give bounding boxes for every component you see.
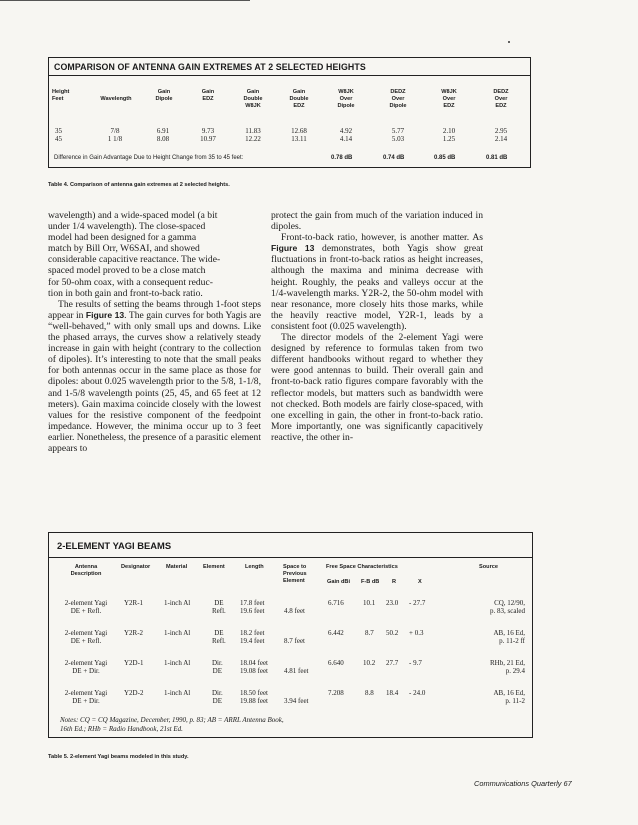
t5-row2-length: 18.2 feet 19.4 feet bbox=[240, 629, 265, 645]
t4-header-gain-dipole: Gain Dipole bbox=[155, 89, 173, 102]
right-column bbox=[271, 210, 483, 443]
t4-difference-dedz-dipole: 0.74 dB bbox=[383, 155, 405, 161]
t4-cell-gain-double-edz: 12.68 13.11 bbox=[291, 127, 307, 143]
t5-row3-designator: Y2D-1 bbox=[124, 659, 144, 667]
t5-row2-material: 1-inch Al bbox=[164, 629, 191, 637]
left-paragraph-2: The results of setting the beams through 1-foot steps appear in Figure 13. The gain curves for both Yagis are “well-behaved,” with only small ups and downs. Like the phased arrays, the curves show a relatively steady increase in gain with height (contrary to the collection of dipoles). It’s interesting to note that the small peaks for both antennas occur in the same place as those for dipoles: about 0.025 wavelength prior to the 5/8, 1-1/8, and 1-5/8 wavelength points (25, 45, and 65 feet at 12 meters). Gain maxima coincide closely with the lowest values for the resistive component of the feedpoint impedance. However, the minima occur up to 3 feet earlier. Nonetheless, the presence of a parasitic element appears to bbox=[48, 298, 261, 454]
scan-speck bbox=[508, 41, 510, 43]
t5-row1-r: 23.0 bbox=[386, 599, 399, 607]
t5-row1-description: 2-element Yagi DE + Refl. bbox=[64, 599, 108, 615]
t5-row2-source: AB, 16 Ed, p. 11-2 ff bbox=[493, 629, 525, 645]
page-footer: Communications Quarterly 67 bbox=[474, 779, 572, 788]
t4-difference-dedz-edz: 0.81 dB bbox=[486, 155, 508, 161]
t4-cell-dedz-over-dipole: 5.77 5.03 bbox=[391, 127, 405, 143]
table-5-title-rule bbox=[49, 557, 532, 558]
t4-cell-dedz-over-edz: 2.95 2.14 bbox=[494, 127, 508, 143]
t5-header-source: Source bbox=[479, 564, 498, 570]
t5-row4-length: 18.50 feet 19.88 feet bbox=[240, 689, 268, 705]
t5-header-fb: F-B dB bbox=[361, 579, 380, 585]
t5-row1-element: DE Refl. bbox=[212, 599, 226, 615]
t4-header-wavelength: Wavelength bbox=[100, 96, 132, 102]
t4-header-height: Height Feet bbox=[52, 89, 70, 102]
left-line: for 50-ohm coax, with a consequent reduc- bbox=[48, 276, 213, 288]
right-paragraph-3: The director models of the 2-element Yagi were designed by reference to formulas taken from two different handbooks without regard to whether they were good antennas to build. Their overall gain and front-to-back ratio figures compare favorably with the reflector models, but matters such as bandwidth were not checked. Both models are fairly close-spaced, with one excelling in gain, the other in front-to-back ratio. More importantly, one was significantly capacitively reactive, the other in- bbox=[271, 332, 483, 443]
right-paragraph-2: Front-to-back ratio, however, is another matter. As Figure 13 demonstrates, both Yagis show great fluctuations in front-to-back ratios as height increases, although the maxima and minima decrease with height. Roughly, the peaks and valleys occur at the 1/4-wavelength marks. Y2R-2, the 50-ohm model with near resonance, more closely hits those marks, while the heavily reactive model, Y2R-1, leads by a consistent foot (0.025 wavelength). bbox=[271, 232, 483, 332]
t5-header-x: X bbox=[418, 579, 422, 585]
t5-row4-designator: Y2D-2 bbox=[124, 689, 144, 697]
t5-row1-x: - 27.7 bbox=[409, 599, 426, 607]
table-4 bbox=[48, 57, 531, 168]
t5-header-material: Material bbox=[166, 564, 188, 570]
t4-header-gain-edz: Gain EDZ bbox=[201, 89, 215, 102]
t5-row4-gain: 7.208 bbox=[328, 689, 344, 697]
t5-row3-x: - 9.7 bbox=[409, 659, 422, 667]
t5-row3-fb: 10.2 bbox=[363, 659, 376, 667]
t5-row2-description: 2-element Yagi DE + Refl. bbox=[64, 629, 108, 645]
left-line: under 1/4 wavelength). The close-spaced bbox=[48, 221, 206, 233]
t4-header-dedz-over-dipole: DEDZ Over Dipole bbox=[389, 89, 407, 109]
t5-row3-description: 2-element Yagi DE + Dir. bbox=[64, 659, 108, 675]
t5-row2-r: 50.2 bbox=[386, 629, 399, 637]
t5-row1-fb: 10.1 bbox=[363, 599, 376, 607]
t5-row2-designator: Y2R-2 bbox=[124, 629, 144, 637]
table-5-title: 2-ELEMENT YAGI BEAMS bbox=[57, 540, 172, 551]
t4-cell-w8jk-over-dipole: 4.92 4.14 bbox=[339, 127, 353, 143]
t5-row2-space: 8.7 feet bbox=[284, 637, 305, 645]
t5-row4-fb: 8.8 bbox=[365, 689, 374, 697]
right-paragraph-1: protect the gain from much of the variation induced in dipoles. bbox=[271, 210, 483, 233]
left-line: considerable capacitive reactance. The wide- bbox=[48, 254, 221, 266]
t5-row4-r: 18.4 bbox=[386, 689, 399, 697]
t5-header-r: R bbox=[392, 579, 397, 585]
t5-row2-element: DE Refl. bbox=[212, 629, 226, 645]
t5-header-gain: Gain dBi bbox=[327, 579, 350, 585]
table-5-notes: Notes: CQ = CQ Magazine, December, 1990, p. 83; AB = ARRL Antenna Book, 16th Ed.; RHb = Radio Handbook, 21st Ed. bbox=[60, 716, 284, 733]
table-4-title-rule bbox=[49, 75, 530, 76]
t5-row3-r: 27.7 bbox=[386, 659, 399, 667]
t4-difference-label: Difference in Gain Advantage Due to Height Change from 35 to 45 feet: bbox=[54, 155, 244, 161]
table-5 bbox=[48, 532, 533, 738]
t4-cell-gain-dipole: 6.91 8.08 bbox=[156, 127, 170, 143]
t4-cell-gain-double-w8jk: 11.83 12.22 bbox=[245, 127, 261, 143]
t5-header-space: Space to Previous Element bbox=[283, 564, 307, 584]
t4-cell-gain-edz: 9.73 10.97 bbox=[200, 127, 216, 143]
t5-row3-length: 18.04 feet 19.08 feet bbox=[240, 659, 268, 675]
t4-header-w8jk-over-edz: W8JK Over EDZ bbox=[441, 89, 457, 109]
t5-row2-gain: 6.442 bbox=[328, 629, 344, 637]
t5-row1-material: 1-inch Al bbox=[164, 599, 191, 607]
t5-row1-space: 4.8 feet bbox=[284, 607, 305, 615]
t5-header-designator: Designator bbox=[121, 564, 151, 570]
t5-row3-material: 1-inch Al bbox=[164, 659, 191, 667]
t4-cell-height: 35 45 bbox=[55, 127, 62, 143]
t5-row1-designator: Y2R-1 bbox=[124, 599, 144, 607]
left-paragraph-1 bbox=[48, 210, 261, 299]
left-line: spaced model proved to be a close match bbox=[48, 265, 206, 277]
t4-difference-w8jk-dipole: 0.78 dB bbox=[331, 155, 353, 161]
left-column bbox=[48, 210, 261, 454]
t5-row3-space: 4.81 feet bbox=[284, 667, 309, 675]
t5-header-length: Length bbox=[245, 564, 264, 570]
left-line: match by Bill Orr, W6SAI, and showed bbox=[48, 243, 200, 255]
t4-header-dedz-over-edz: DEDZ Over EDZ bbox=[493, 89, 509, 109]
left-line: wavelength) and a wide-spaced model (a bit bbox=[48, 210, 218, 221]
figure-13-reference: Figure 13 bbox=[85, 309, 125, 320]
t4-cell-w8jk-over-edz: 2.10 1.25 bbox=[442, 127, 456, 143]
left-line: model had been designed for a gamma bbox=[48, 232, 197, 244]
t4-cell-wavelength: 7/8 1 1/8 bbox=[107, 127, 123, 143]
t4-header-w8jk-over-dipole: W8JK Over Dipole bbox=[337, 89, 355, 109]
figure-13-reference: Figure 13 bbox=[271, 243, 315, 254]
t5-row4-source: AB, 16 Ed, p. 11-2 bbox=[493, 689, 525, 705]
t5-row2-fb: 8.7 bbox=[365, 629, 374, 637]
t4-header-gain-double-w8jk: Gain Double W8JK bbox=[243, 89, 263, 109]
t5-header-description: Antenna Description bbox=[70, 564, 102, 577]
page-edge-rule bbox=[0, 0, 250, 1]
t5-row3-source: RHb, 21 Ed, p. 29.4 bbox=[490, 659, 525, 675]
table-4-title: COMPARISON OF ANTENNA GAIN EXTREMES AT 2 SELECTED HEIGHTS bbox=[54, 62, 366, 72]
t4-difference-w8jk-edz: 0.85 dB bbox=[434, 155, 456, 161]
t5-row1-length: 17.8 feet 19.6 feet bbox=[240, 599, 265, 615]
t5-row2-x: + 0.3 bbox=[409, 629, 424, 637]
t5-row4-space: 3.94 feet bbox=[284, 697, 309, 705]
t5-row1-gain: 6.716 bbox=[328, 599, 344, 607]
table-4-caption: Table 4. Comparison of antenna gain extremes at 2 selected heights. bbox=[48, 182, 230, 188]
t5-header-free-space: Free Space Characteristics bbox=[326, 564, 398, 570]
t5-row1-source: CQ, 12/90, p. 83, scaled bbox=[490, 599, 525, 615]
t5-row4-element: Dir. DE bbox=[212, 689, 223, 705]
t5-row4-description: 2-element Yagi DE + Dir. bbox=[64, 689, 108, 705]
t4-header-gain-double-edz: Gain Double EDZ bbox=[289, 89, 309, 109]
t5-row4-x: - 24.0 bbox=[409, 689, 426, 697]
t5-row4-material: 1-inch Al bbox=[164, 689, 191, 697]
t5-row3-element: Dir. DE bbox=[212, 659, 223, 675]
table-5-caption: Table 5. 2-element Yagi beams modeled in this study. bbox=[48, 754, 189, 760]
t5-row3-gain: 6.640 bbox=[328, 659, 344, 667]
t5-header-element: Element bbox=[203, 564, 225, 570]
left-line: tion in both gain and front-to-back ratio. bbox=[48, 287, 203, 299]
